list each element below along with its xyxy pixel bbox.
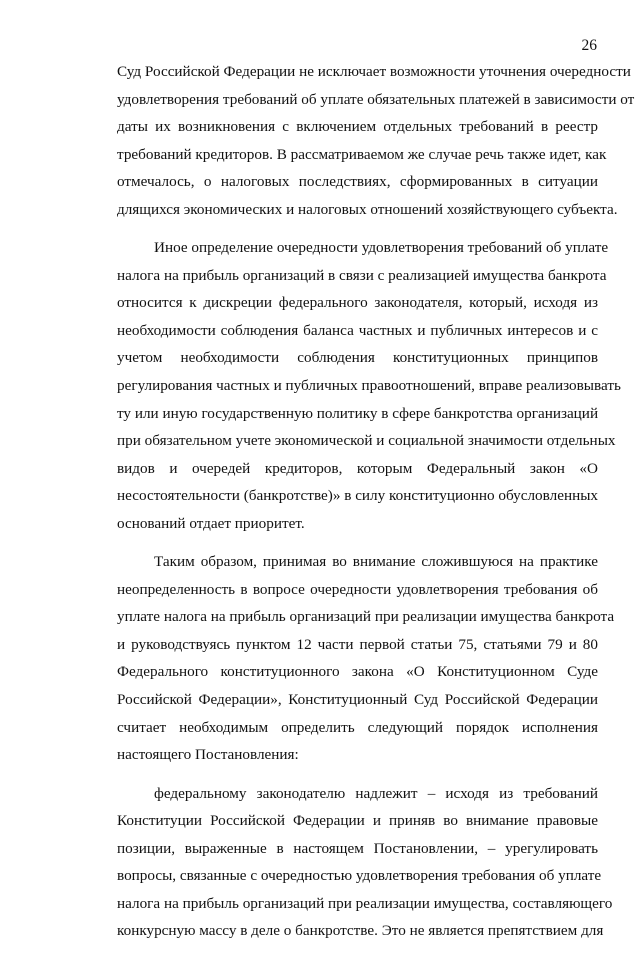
text-line: позиции, выраженные в настоящем Постановлении, – урегулировать [117,839,598,857]
text-line: считает необходимым определить следующий порядок исполнения [117,718,598,736]
paragraph-1 [117,58,635,223]
text-line: при обязательном учете экономической и социальной значимости отдельных [117,432,616,450]
text-line: неопределенность в вопросе очередности удовлетворения требования об [117,580,598,598]
text-line: регулирования частных и публичных правоотношений, вправе реализовывать [117,377,621,395]
text-line: Российской Федерации», Конституционный Суд Российской Федерации [117,691,598,709]
paragraph-3 [117,548,615,768]
text-line: налога на прибыль организаций при реализации имущества, составляющего [117,894,613,912]
text-line: Конституции Российской Федерации и приняв во внимание правовые [117,812,598,830]
text-line: относится к дискреции федерального законодателя, который, исходя из [117,294,598,312]
text-line: и руководствуясь пунктом 12 части первой статьи 75, статьями 79 и 80 [117,635,598,653]
text-line: удовлетворения требований об уплате обязательных платежей в зависимости от [117,90,635,108]
text-line: видов и очередей кредиторов, которым Федеральный закон «О [117,459,598,477]
text-line: ту или иную государственную политику в сфере банкротства организаций [117,404,599,422]
text-line: налога на прибыль организаций в связи с реализацией имущества банкрота [117,266,607,284]
paragraph-4 [117,780,613,945]
text-line: длящихся экономических и налоговых отношений хозяйствующего субъекта. [117,200,618,218]
text-line: Иное определение очередности удовлетворения требований об уплате [154,239,609,257]
text-line: Таким образом, принимая во внимание сложившуюся на практике [154,553,598,571]
page-number: 26 [581,37,597,54]
text-line: уплате налога на прибыль организаций при реализации имущества банкрота [117,608,615,626]
text-line: Суд Российской Федерации не исключает возможности уточнения очередности [117,63,631,80]
text-line: требований кредиторов. В рассматриваемом же случае речь также идет, как [117,145,607,163]
text-line: несостоятельности (банкротстве)» в силу конституционно обусловленных [117,487,598,505]
text-line: учетом необходимости соблюдения конституционных принципов [117,349,598,367]
text-line: оснований отдает приоритет. [117,514,305,532]
text-line: Федерального конституционного закона «О Конституционном Суде [117,663,598,681]
text-line: конкурсную массу в деле о банкротстве. Это не является препятствием для [117,922,604,940]
text-line: даты их возникновения с включением отдельных требований в реестр [117,118,598,136]
text-line: необходимости соблюдения баланса частных и публичных интересов и с [117,321,598,339]
text-line: вопросы, связанные с очередностью удовлетворения требования об уплате [117,867,602,885]
paragraph-2 [117,234,621,537]
body-text [117,58,635,956]
text-line: отмечалось, о налоговых последствиях, сформированных в ситуации [117,173,598,191]
text-line: настоящего Постановления: [117,746,299,764]
text-line: федеральному законодателю надлежит – исходя из требований [154,784,598,802]
